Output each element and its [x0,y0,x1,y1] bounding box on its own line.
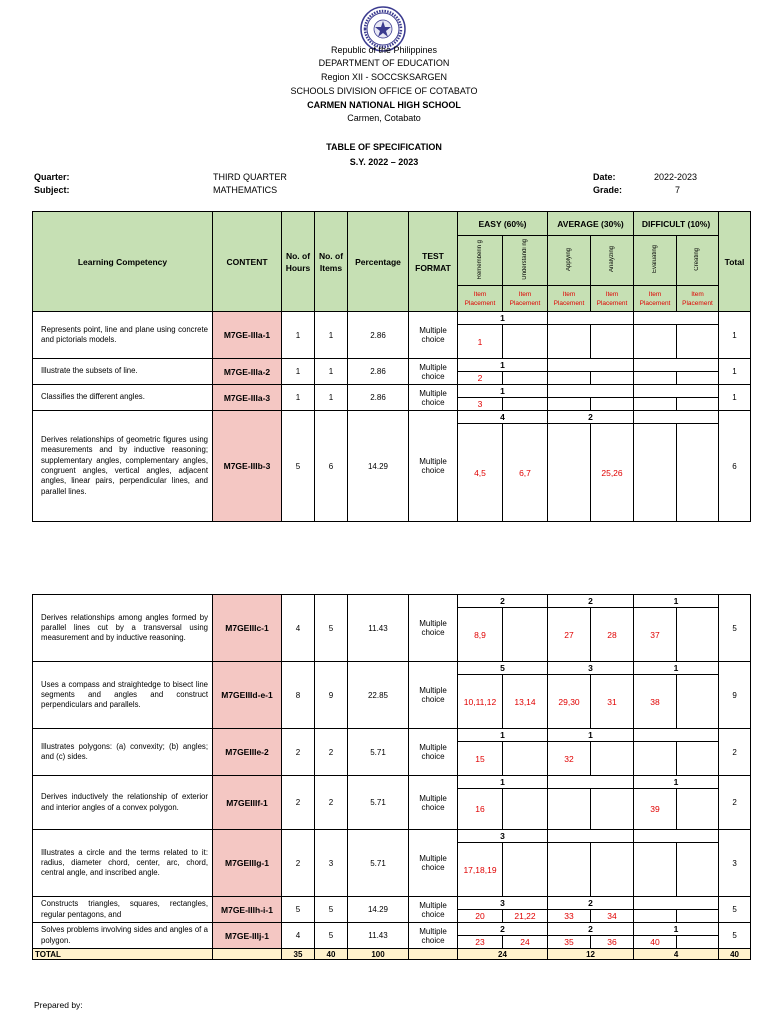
items-cell: 1 [315,385,348,411]
content-code-cell: M7GE-IIIh-i-1 [213,897,282,923]
competency-cell: Derives relationships of geometric figures using measurements and by inductive reasoning; supplementary angles, complementary angles, congruent angles, vertical angles, adjacent angles, linear pairs, perpendicular lines, and parallel lines. [33,411,213,522]
hours-cell: 5 [282,411,315,522]
subject-label: Subject: [34,185,70,195]
col-evaluating: Evaluating [651,245,658,274]
table-row [33,897,751,910]
items-cell: 2 [315,729,348,776]
understanding-items-cell [503,608,548,662]
average-count-cell [548,312,634,325]
difficult-count-cell [634,312,719,325]
evaluating-items-cell: 40 [634,936,677,949]
analyzing-items-cell: 31 [591,675,634,729]
applying-items-cell: 27 [548,608,591,662]
specification-table-page2 [32,594,751,960]
col-items: No. of Items [315,212,348,312]
easy-count-cell: 3 [458,830,548,843]
test-format-cell: Multiple choice [409,662,458,729]
test-format-cell: Multiple choice [409,359,458,385]
total-cell: 1 [719,312,751,359]
creating-items-cell [677,398,719,411]
total-cell: 2 [719,729,751,776]
competency-cell: Solves problems involving sides and angles of a polygon. [33,923,213,949]
item-placement-label: Item Placement [458,286,503,312]
creating-items-cell [677,372,719,385]
items-cell: 9 [315,662,348,729]
hours-cell: 1 [282,312,315,359]
item-placement-label: Item Placement [503,286,548,312]
competency-cell: Derives relationships among angles formed by parallel lines cut by a transversal using measurement and by inductive reasoning. [33,595,213,662]
content-code-cell: M7GEIIIf-1 [213,776,282,830]
evaluating-items-cell [634,398,677,411]
applying-items-cell [548,424,591,522]
easy-count-cell: 3 [458,897,548,910]
creating-items-cell [677,608,719,662]
items-cell: 5 [315,897,348,923]
content-code-cell: M7GEIIId-e-1 [213,662,282,729]
evaluating-items-cell [634,742,677,776]
evaluating-items-cell [634,424,677,522]
percentage-cell: 22.85 [348,662,409,729]
col-hours: No. of Hours [282,212,315,312]
test-format-cell: Multiple choice [409,897,458,923]
content-code-cell: M7GE-IIIa-2 [213,359,282,385]
content-code-cell: M7GEIIIc-1 [213,595,282,662]
content-code-cell: M7GE-IIIa-3 [213,385,282,411]
difficult-count-cell [634,385,719,398]
creating-items-cell [677,789,719,830]
total-cell: 2 [719,776,751,830]
percentage-cell: 5.71 [348,776,409,830]
evaluating-items-cell: 37 [634,608,677,662]
test-format-cell: Multiple choice [409,830,458,897]
col-analyzing: Analyzing [608,246,615,273]
grade-value: 7 [675,185,681,195]
prepared-by-label: Prepared by: [34,1000,83,1010]
items-cell: 2 [315,776,348,830]
table-row [33,359,751,372]
difficult-count-cell: 1 [634,662,719,675]
table-row [33,595,751,608]
items-cell: 6 [315,411,348,522]
understanding-items-cell: 13,14 [503,675,548,729]
total-cell: 9 [719,662,751,729]
analyzing-items-cell [591,742,634,776]
test-format-cell: Multiple choice [409,595,458,662]
table-row [33,312,751,325]
average-count-cell: 2 [548,923,634,936]
department-line: DEPARTMENT OF EDUCATION [318,58,450,68]
col-easy: EASY (60%) [458,212,548,236]
total-cell: 3 [719,830,751,897]
division-line: SCHOOLS DIVISION OFFICE OF COTABATO [290,86,478,96]
test-format-cell: Multiple choice [409,385,458,411]
difficult-count-cell: 1 [634,923,719,936]
applying-items-cell: 33 [548,910,591,923]
col-understanding: Understandi ng [521,239,528,280]
remembering-items-cell: 16 [458,789,503,830]
test-format-cell: Multiple choice [409,729,458,776]
hours-cell: 4 [282,923,315,949]
difficult-count-cell [634,897,719,910]
difficult-count-cell: 1 [634,595,719,608]
table-row [33,776,751,789]
easy-count-cell: 2 [458,595,548,608]
creating-items-cell [677,936,719,949]
easy-count-cell: 5 [458,662,548,675]
understanding-items-cell: 21,22 [503,910,548,923]
republic-line: Republic of the Philippines [330,45,438,55]
totals-total: 40 [719,949,751,960]
totals-items: 40 [315,949,348,960]
competency-cell: Illustrates polygons: (a) convexity; (b) angles; and (c) sides. [33,729,213,776]
easy-count-cell: 1 [458,776,548,789]
content-code-cell: M7GE-IIIb-3 [213,411,282,522]
hours-cell: 1 [282,385,315,411]
col-competency: Learning Competency [33,212,213,312]
competency-cell: Classifies the different angles. [33,385,213,411]
competency-cell: Illustrates a circle and the terms related to it: radius, diameter chord, center, arc, chord, central angle, and inscribed angle. [33,830,213,897]
average-count-cell: 3 [548,662,634,675]
table-row [33,662,751,675]
table-row [33,729,751,742]
analyzing-items-cell: 36 [591,936,634,949]
understanding-items-cell [503,398,548,411]
school-year: S.Y. 2022 – 2023 [349,157,419,167]
document-title: TABLE OF SPECIFICATION [326,142,442,152]
content-code-cell: M7GEIIIe-2 [213,729,282,776]
average-count-cell [548,385,634,398]
remembering-items-cell: 23 [458,936,503,949]
remembering-items-cell: 17,18,19 [458,843,503,897]
average-count-cell [548,830,634,843]
average-count-cell [548,359,634,372]
content-code-cell: M7GEIIIg-1 [213,830,282,897]
percentage-cell: 2.86 [348,359,409,385]
applying-items-cell [548,789,591,830]
col-percentage: Percentage [348,212,409,312]
totals-percentage: 100 [348,949,409,960]
col-total: Total [719,212,751,312]
evaluating-items-cell [634,325,677,359]
test-format-cell: Multiple choice [409,312,458,359]
item-placement-label: Item Placement [591,286,634,312]
items-cell: 3 [315,830,348,897]
remembering-items-cell: 15 [458,742,503,776]
creating-items-cell [677,424,719,522]
region-line: Region XII - SOCCSKSARGEN [320,72,448,82]
difficult-count-cell [634,729,719,742]
col-applying: Applying [565,247,572,271]
evaluating-items-cell: 39 [634,789,677,830]
date-value: 2022-2023 [654,172,698,182]
col-remembering: Rememberin g [476,239,483,280]
remembering-items-cell: 20 [458,910,503,923]
hours-cell: 1 [282,359,315,385]
competency-cell: Constructs triangles, squares, rectangles, regular pentagons, and [33,897,213,923]
evaluating-items-cell [634,910,677,923]
percentage-cell: 14.29 [348,411,409,522]
creating-items-cell [677,675,719,729]
quarter-value: THIRD QUARTER [213,172,287,182]
item-placement-label: Item Placement [634,286,677,312]
easy-count-cell: 1 [458,359,548,372]
col-test-format: TEST FORMAT [409,212,458,312]
table-row [33,385,751,398]
average-count-cell: 2 [548,897,634,910]
analyzing-items-cell [591,843,634,897]
total-cell: 5 [719,923,751,949]
average-count-cell: 2 [548,411,634,424]
test-format-cell: Multiple choice [409,776,458,830]
understanding-items-cell [503,843,548,897]
easy-count-cell: 1 [458,312,548,325]
difficult-count-cell: 1 [634,776,719,789]
analyzing-items-cell [591,398,634,411]
evaluating-items-cell: 38 [634,675,677,729]
content-code-cell: M7GE-IIIj-1 [213,923,282,949]
totals-difficult: 4 [634,949,719,960]
applying-items-cell: 32 [548,742,591,776]
applying-items-cell [548,843,591,897]
understanding-items-cell: 6,7 [503,424,548,522]
percentage-cell: 5.71 [348,729,409,776]
hours-cell: 5 [282,897,315,923]
understanding-items-cell [503,789,548,830]
average-count-cell: 2 [548,595,634,608]
easy-count-cell: 4 [458,411,548,424]
applying-items-cell: 35 [548,936,591,949]
remembering-items-cell: 4,5 [458,424,503,522]
totals-easy: 24 [458,949,548,960]
applying-items-cell [548,372,591,385]
hours-cell: 4 [282,595,315,662]
difficult-count-cell [634,830,719,843]
hours-cell: 2 [282,729,315,776]
col-average: AVERAGE (30%) [548,212,634,236]
quarter-label: Quarter: [34,172,70,182]
competency-cell: Derives inductively the relationship of exterior and interior angles of a convex polygon. [33,776,213,830]
evaluating-items-cell [634,372,677,385]
remembering-items-cell: 8,9 [458,608,503,662]
creating-items-cell [677,843,719,897]
evaluating-items-cell [634,843,677,897]
percentage-cell: 14.29 [348,897,409,923]
understanding-items-cell [503,325,548,359]
subject-value: MATHEMATICS [213,185,278,195]
understanding-items-cell: 24 [503,936,548,949]
percentage-cell: 2.86 [348,385,409,411]
easy-count-cell: 1 [458,385,548,398]
analyzing-items-cell [591,789,634,830]
hours-cell: 8 [282,662,315,729]
analyzing-items-cell: 25,26 [591,424,634,522]
totals-row [33,949,751,960]
average-count-cell [548,776,634,789]
hours-cell: 2 [282,776,315,830]
table-row [33,830,751,843]
content-code-cell: M7GE-IIIa-1 [213,312,282,359]
test-format-cell: Multiple choice [409,411,458,522]
competency-cell: Represents point, line and plane using concrete and pictorials models. [33,312,213,359]
grade-label: Grade: [593,185,623,195]
applying-items-cell [548,398,591,411]
totals-average: 12 [548,949,634,960]
understanding-items-cell [503,372,548,385]
remembering-items-cell: 2 [458,372,503,385]
remembering-items-cell: 10,11,12 [458,675,503,729]
total-cell: 1 [719,359,751,385]
remembering-items-cell: 3 [458,398,503,411]
analyzing-items-cell [591,325,634,359]
col-creating: Creating [694,248,701,271]
table-row [33,923,751,936]
percentage-cell: 2.86 [348,312,409,359]
items-cell: 5 [315,595,348,662]
competency-cell: Illustrate the subsets of line. [33,359,213,385]
table-row [33,411,751,424]
specification-table-page1 [32,211,751,522]
difficult-count-cell [634,359,719,372]
item-placement-label: Item Placement [677,286,719,312]
col-content: CONTENT [213,212,282,312]
hours-cell: 2 [282,830,315,897]
totals-label: TOTAL [33,949,213,960]
applying-items-cell [548,325,591,359]
difficult-count-cell [634,411,719,424]
easy-count-cell: 1 [458,729,548,742]
school-address: Carmen, Cotabato [347,113,421,123]
remembering-items-cell: 1 [458,325,503,359]
school-name: CARMEN NATIONAL HIGH SCHOOL [307,100,461,110]
analyzing-items-cell: 34 [591,910,634,923]
col-difficult: DIFFICULT (10%) [634,212,719,236]
easy-count-cell: 2 [458,923,548,936]
items-cell: 5 [315,923,348,949]
analyzing-items-cell [591,372,634,385]
creating-items-cell [677,742,719,776]
date-label: Date: [593,172,616,182]
total-cell: 6 [719,411,751,522]
average-count-cell: 1 [548,729,634,742]
total-cell: 5 [719,897,751,923]
percentage-cell: 5.71 [348,830,409,897]
percentage-cell: 11.43 [348,595,409,662]
competency-cell: Uses a compass and straightedge to bisect line segments and angles and construct perpendiculars and parallels. [33,662,213,729]
creating-items-cell [677,910,719,923]
test-format-cell: Multiple choice [409,923,458,949]
item-placement-label: Item Placement [548,286,591,312]
percentage-cell: 11.43 [348,923,409,949]
total-cell: 1 [719,385,751,411]
totals-hours: 35 [282,949,315,960]
understanding-items-cell [503,742,548,776]
items-cell: 1 [315,312,348,359]
applying-items-cell: 29,30 [548,675,591,729]
total-cell: 5 [719,595,751,662]
creating-items-cell [677,325,719,359]
items-cell: 1 [315,359,348,385]
analyzing-items-cell: 28 [591,608,634,662]
